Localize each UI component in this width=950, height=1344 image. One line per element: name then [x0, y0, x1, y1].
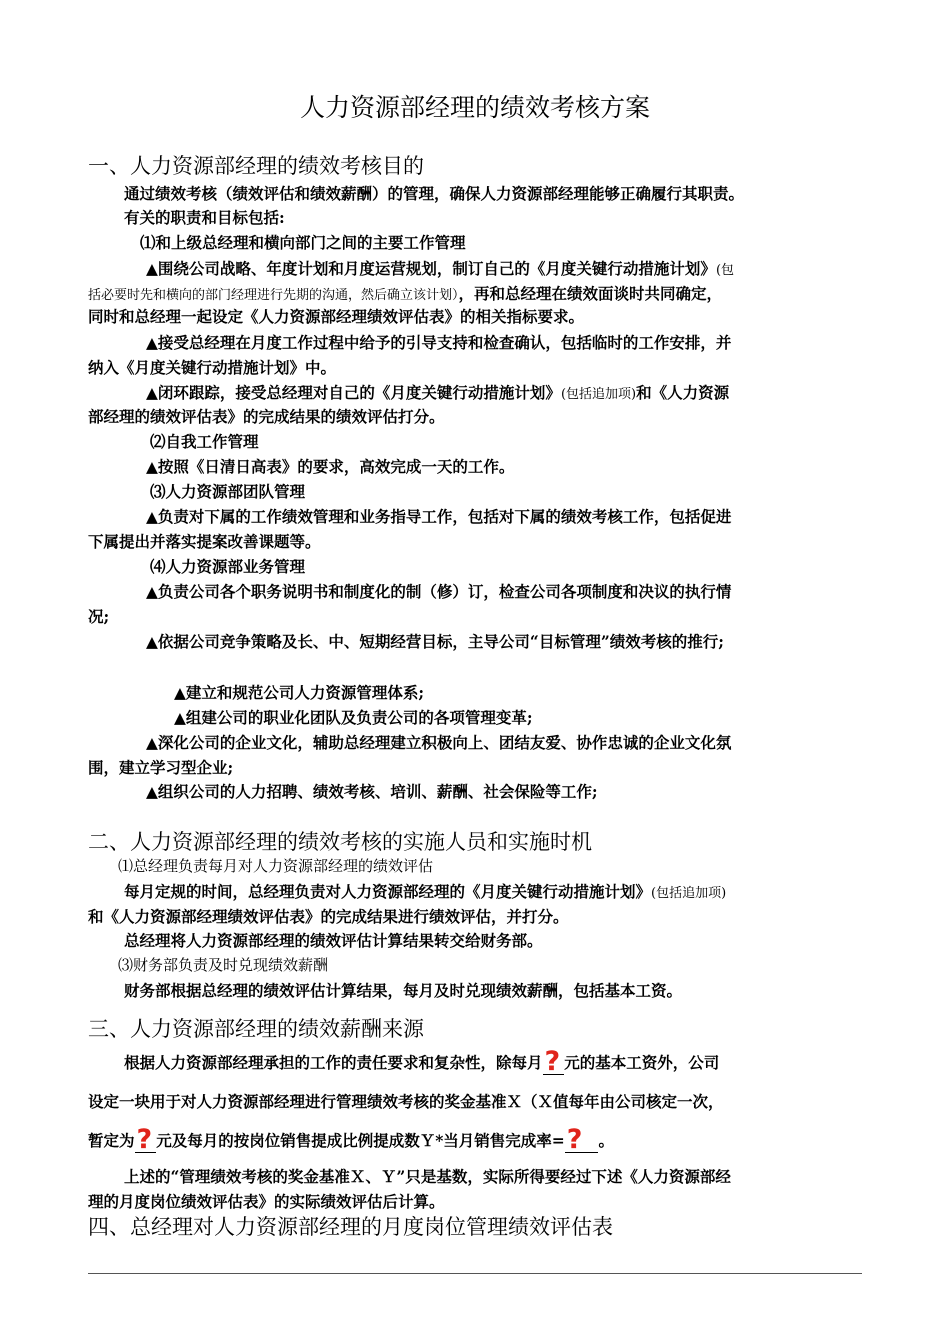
s2-subheading-2: ⑶财务部负责及时兑现绩效薪酬: [118, 956, 329, 974]
s1-bullet-5-line-1: ▲负责对下属的工作绩效管理和业务指导工作，包括对下属的绩效考核工作，包括促进: [146, 507, 732, 526]
s2-para-3: 财务部根据总经理的绩效评估计算结果，每月及时兑现绩效薪酬，包括基本工资。: [124, 981, 683, 1000]
s1-bullet-11: ▲组织公司的人力招聘、绩效考核、培训、薪酬、社会保险等工作;: [146, 782, 598, 801]
s1-bullet-9: ▲组建公司的职业化团队及负责公司的各项管理变革;: [174, 708, 533, 727]
s1-subheading-1: ⑴和上级总经理和横向部门之间的主要工作管理: [140, 233, 466, 252]
s1-intro-line: 通过绩效考核（绩效评估和绩效薪酬）的管理，确保人力资源部经理能够正确履行其职责。: [124, 184, 745, 203]
s1-duties-line: 有关的职责和目标包括:: [124, 208, 285, 227]
s1-bullet-1-note-start: (包: [715, 263, 735, 278]
s2-para-1-text: 每月定规的时间，总经理负责对人力资源部经理的《月度关键行动措施计划》: [124, 882, 652, 901]
s1-bullet-1-text-2: ，再和总经理在绩效面谈时共同确定，: [458, 284, 723, 303]
s1-subheading-3: ⑶人力资源部团队管理: [150, 482, 306, 501]
s3-para-1-text: 根据人力资源部经理承担的工作的责任要求和复杂性，除每月: [124, 1053, 543, 1072]
s1-bullet-10-line-2: 围，建立学习型企业;: [88, 758, 234, 777]
bonus-base-blank: ?: [135, 1128, 157, 1153]
s1-bullet-7: ▲依据公司竞争策略及长、中、短期经营目标，主导公司“目标管理”绩效考核的推行;: [146, 632, 724, 651]
s3-para-1-text-4: 元及每月的按岗位销售提成比例提成数Ｙ*当月销售完成率=: [156, 1131, 565, 1150]
s1-bullet-1-line-2: [88, 282, 722, 304]
s1-subheading-4: ⑷人力资源部业务管理: [150, 557, 306, 576]
section-2-heading: 二、人力资源部经理的绩效考核的实施人员和实施时机: [88, 830, 592, 854]
s1-bullet-3-line-1: [146, 381, 729, 403]
s3-para-2-line-1: 上述的“管理绩效考核的奖金基准Ｘ、Ｙ”只是基数，实际所得要经过下述《人力资源部经: [124, 1167, 731, 1186]
footer-divider: [88, 1273, 862, 1274]
s2-para-2: 总经理将人力资源部经理的绩效评估计算结果转交给财务部。: [124, 931, 543, 950]
s1-bullet-1-note-end: 括必要时先和横向的部门经理进行先期的沟通，然后确立该计划）: [88, 288, 459, 303]
s1-bullet-3-text: ▲闭环跟踪，接受总经理对自己的《月度关键行动措施计划》: [146, 383, 561, 402]
s1-bullet-5-line-2: 下属提出并落实提案改善课题等。: [88, 532, 321, 551]
s3-para-1-text-5: 。: [598, 1131, 614, 1150]
s1-bullet-1-text: ▲围绕公司战略、年度计划和月度运营规划，制订自己的《月度关键行动措施计划》: [146, 259, 716, 278]
s1-bullet-8: ▲建立和规范公司人力资源管理体系;: [174, 683, 425, 702]
s3-para-1-line-2: 设定一块用于对人力资源部经理进行管理绩效考核的奖金基准Ｘ（Ｘ值每年由公司核定一次，: [88, 1092, 724, 1111]
s1-bullet-3-line-2: 部经理的绩效评估表》的完成结果的绩效评估打分。: [88, 407, 445, 426]
s2-para-1-line-2: 和《人力资源部经理绩效评估表》的完成结果进行绩效评估，并打分。: [88, 907, 569, 926]
s3-para-1-line-1: [124, 1046, 720, 1077]
s3-para-1-text-end: 元的基本工资外，公司: [564, 1053, 720, 1072]
base-salary-blank: ?: [543, 1050, 565, 1075]
s1-bullet-4: ▲按照《日清日高表》的要求，高效完成一天的工作。: [146, 457, 515, 476]
s3-para-1-text-3: 暂定为: [88, 1131, 135, 1150]
s3-para-2-line-2: 理的月度岗位绩效评估表》的实际绩效评估后计算。: [88, 1192, 445, 1211]
section-3-heading: 三、人力资源部经理的绩效薪酬来源: [88, 1017, 424, 1041]
s1-subheading-2: ⑵自我工作管理: [150, 432, 259, 451]
s1-bullet-1-line-1: [146, 257, 734, 279]
s1-bullet-3-note: (包括追加项): [560, 387, 637, 402]
section-4-heading: 四、总经理对人力资源部经理的月度岗位管理绩效评估表: [88, 1215, 613, 1239]
s1-bullet-2-line-2: 纳入《月度关键行动措施计划》中。: [88, 358, 337, 377]
document-title: 人力资源部经理的绩效考核方案: [299, 93, 650, 122]
s1-bullet-6-line-2: 况;: [88, 607, 110, 626]
s2-subheading-1: ⑴总经理负责每月对人力资源部经理的绩效评估: [118, 857, 434, 875]
section-1-heading: 一、人力资源部经理的绩效考核目的: [88, 154, 424, 178]
s1-bullet-3-text-end: 和《人力资源: [636, 383, 730, 402]
s2-para-1-line-1: [124, 880, 726, 902]
s3-para-1-line-3: [88, 1124, 614, 1155]
completion-rate-blank: ?: [565, 1128, 599, 1153]
s1-bullet-1-line-3: 同时和总经理一起设定《人力资源部经理绩效评估表》的相关指标要求。: [88, 307, 585, 326]
s2-para-1-note: (包括追加项): [651, 886, 727, 901]
s1-bullet-2-line-1: ▲接受总经理在月度工作过程中给予的引导支持和检查确认，包括临时的工作安排，并: [146, 333, 732, 352]
s1-bullet-6-line-1: ▲负责公司各个职务说明书和制度化的制（修）订，检查公司各项制度和决议的执行情: [146, 582, 732, 601]
s1-bullet-10-line-1: ▲深化公司的企业文化，辅助总经理建立积极向上、团结友爱、协作忠诚的企业文化氛: [146, 733, 732, 752]
